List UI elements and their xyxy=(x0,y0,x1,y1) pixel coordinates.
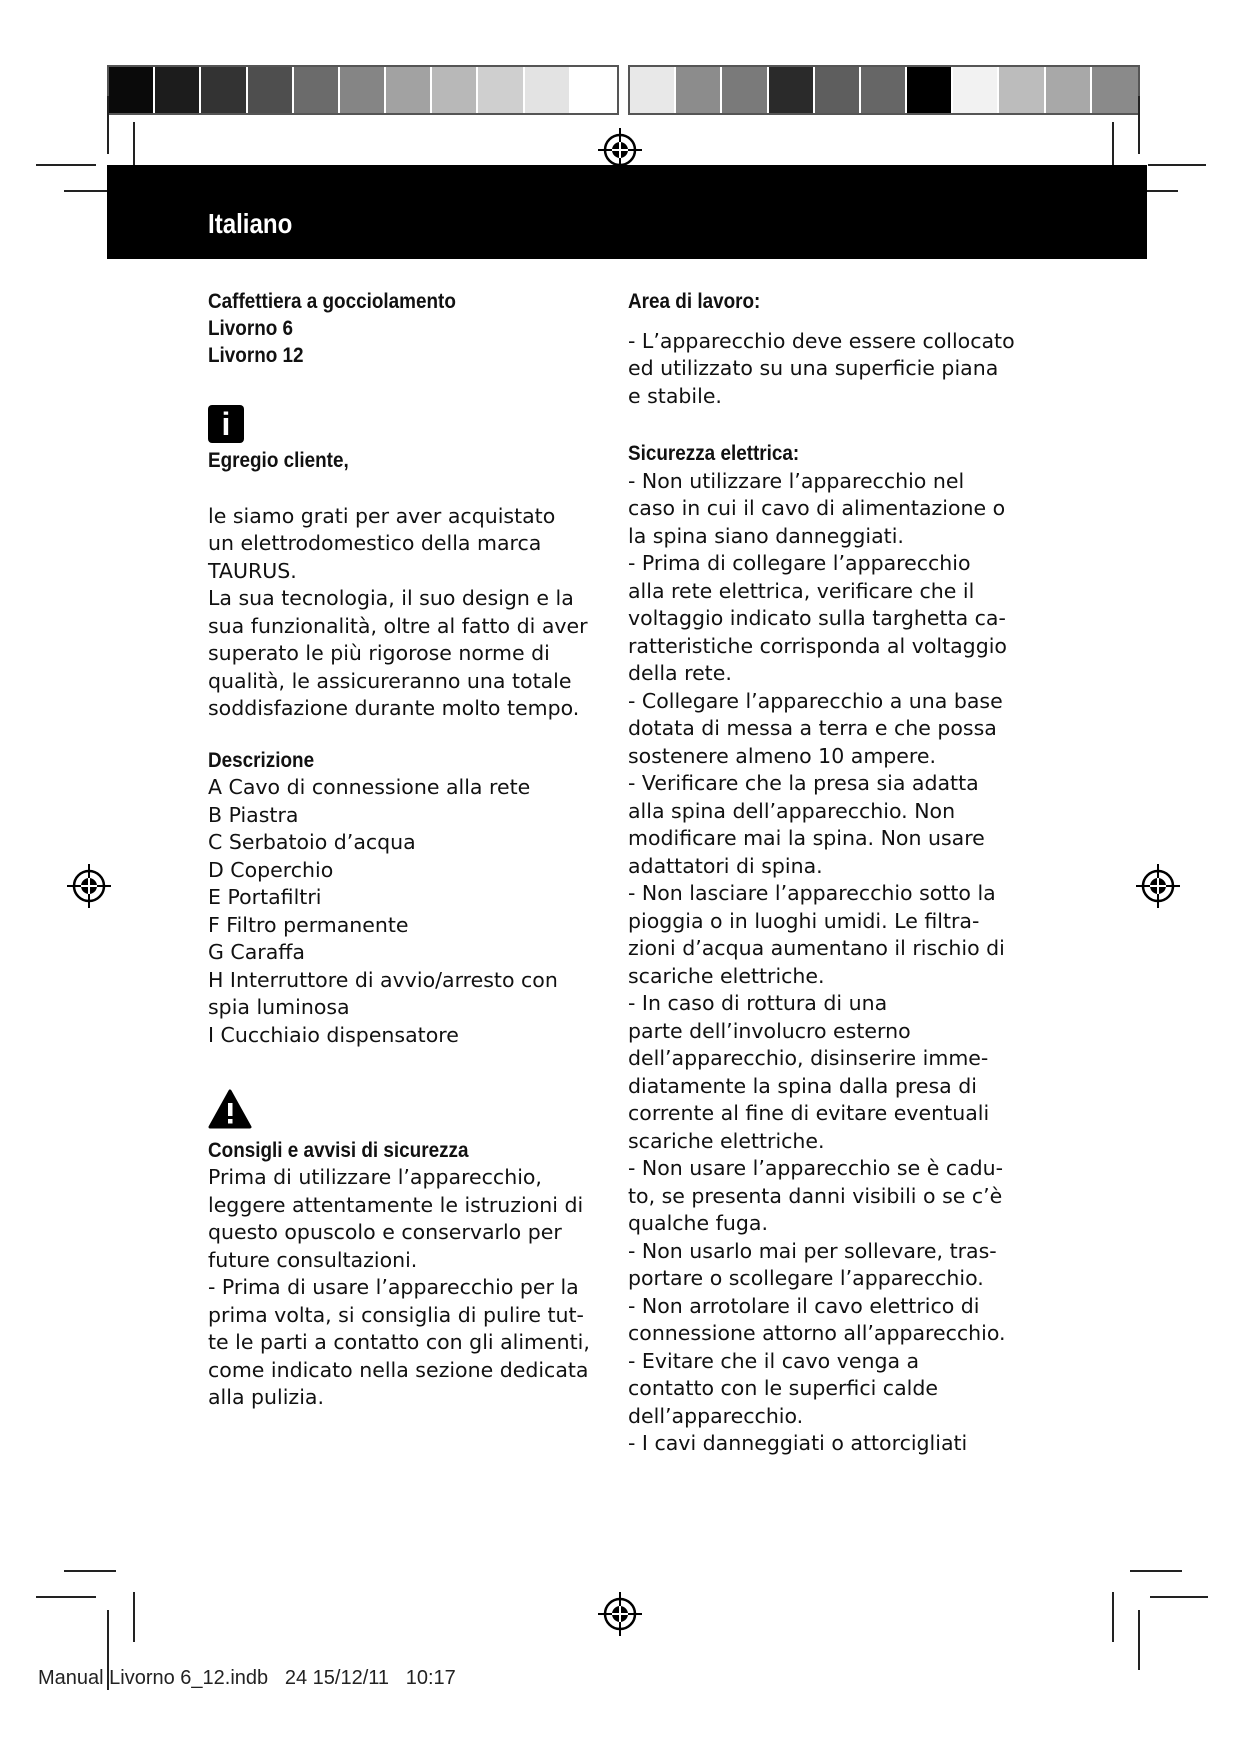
description-item: G Caraffa xyxy=(208,940,305,964)
electrical-line: - Evitare che il cavo venga a xyxy=(628,1348,920,1373)
electrical-line: portare o scollegare l’apparecchio. xyxy=(628,1266,984,1290)
color-swatch xyxy=(1092,67,1138,113)
safety-title: Consigli e avvisi di sicurezza xyxy=(208,1138,469,1162)
work-area-text xyxy=(628,328,1028,411)
electrical-line: voltaggio indicato sulla targhetta ca- xyxy=(628,606,1006,630)
description-list xyxy=(208,774,608,1049)
work-area-line: - L’apparecchio deve essere collocato xyxy=(628,328,1015,353)
description-item: D Coperchio xyxy=(208,857,334,882)
work-area-line: ed utilizzato su una superficie piana xyxy=(628,356,999,380)
info-icon: i xyxy=(208,405,244,443)
electrical-line: alla rete elettrica, verificare che il xyxy=(628,578,975,603)
intro-line: sua funzionalità, oltre al fatto di aver xyxy=(208,613,588,638)
work-area-title: Area di lavoro: xyxy=(628,290,761,313)
electrical-line: parte dell’involucro esterno xyxy=(628,1018,911,1043)
left-column xyxy=(208,288,608,1412)
electrical-line: - In caso di rottura di una xyxy=(628,991,888,1015)
electrical-text xyxy=(628,468,1028,1458)
safety-line: prima volta, si consiglia di pulire tut- xyxy=(208,1302,584,1327)
description-item: F Filtro permanente xyxy=(208,912,409,937)
description-item: B Piastra xyxy=(208,802,299,827)
product-title xyxy=(208,288,608,369)
color-swatch xyxy=(676,67,722,113)
color-swatch xyxy=(525,67,571,113)
color-swatch xyxy=(1046,67,1092,113)
electrical-line: scariche elettriche. xyxy=(628,1128,825,1153)
color-swatch xyxy=(769,67,815,113)
right-column xyxy=(628,288,1028,1458)
color-swatch xyxy=(248,67,294,113)
footer-slug xyxy=(38,1667,456,1690)
intro-line: soddisfazione durante molto tempo. xyxy=(208,696,580,720)
electrical-line: caso in cui il cavo di alimentazione o xyxy=(628,496,1006,520)
color-swatch xyxy=(155,67,201,113)
color-swatch xyxy=(815,67,861,113)
color-swatch xyxy=(907,67,953,113)
electrical-line: alla spina dell’apparecchio. Non xyxy=(628,798,956,823)
product-line: Caffettiera a gocciolamento xyxy=(208,290,456,313)
description-item: I Cucchiaio dispensatore xyxy=(208,1022,459,1047)
footer-date: 15/12/11 xyxy=(312,1667,390,1689)
electrical-title: Sicurezza elettrica: xyxy=(628,442,800,465)
electrical-line: - Verificare che la presa sia adatta xyxy=(628,771,979,795)
electrical-line: to, se presenta danni visibili o se c’è xyxy=(628,1183,1003,1208)
safety-line: Prima di utilizzare l’apparecchio, xyxy=(208,1165,542,1189)
electrical-line: ratteristiche corrisponda al voltaggio xyxy=(628,633,1007,658)
description-item: A Cavo di connessione alla rete xyxy=(208,775,531,799)
footer-page: 24 xyxy=(284,1667,308,1689)
greeting: Egregio cliente, xyxy=(208,449,349,472)
language-title: Italiano xyxy=(208,208,293,239)
color-swatch xyxy=(571,67,617,113)
electrical-line: - Prima di collegare l’apparecchio xyxy=(628,551,971,575)
safety-line: - Prima di usare l’apparecchio per la xyxy=(208,1275,579,1299)
electrical-line: modificare mai la spina. Non usare xyxy=(628,826,985,850)
electrical-line: - Non usarlo mai per sollevare, tras- xyxy=(628,1238,997,1263)
color-swatch xyxy=(294,67,340,113)
intro-text xyxy=(208,503,608,723)
safety-line: te le parti a contatto con gli alimenti, xyxy=(208,1330,590,1354)
electrical-line: dotata di messa a terra e che possa xyxy=(628,716,997,740)
electrical-line: - Non utilizzare l’apparecchio nel xyxy=(628,468,965,493)
intro-line: qualità, le assicureranno una totale xyxy=(208,668,572,693)
electrical-line: - Non usare l’apparecchio se è cadu- xyxy=(628,1156,1004,1180)
electrical-line: - Non lasciare l’apparecchio sotto la xyxy=(628,881,996,905)
intro-line: La sua tecnologia, il suo design e la xyxy=(208,586,574,610)
intro-line: TAURUS. xyxy=(208,558,297,583)
electrical-line: la spina siano danneggiati. xyxy=(628,523,904,548)
color-swatch xyxy=(478,67,524,113)
safety-text xyxy=(208,1164,608,1412)
electrical-line: contatto con le superfici calde xyxy=(628,1376,938,1400)
color-swatch xyxy=(999,67,1045,113)
electrical-line: - I cavi danneggiati o attorcigliati xyxy=(628,1431,968,1455)
electrical-line: sostenere almeno 10 ampere. xyxy=(628,743,937,768)
description-item: E Portafiltri xyxy=(208,885,322,909)
description-title: Descrizione xyxy=(208,748,315,772)
registration-mark-bottom xyxy=(598,1592,642,1636)
warning-icon xyxy=(208,1089,252,1129)
safety-line: questo opuscolo e conservarlo per xyxy=(208,1220,562,1244)
color-swatch xyxy=(386,67,432,113)
safety-line: alla pulizia. xyxy=(208,1385,324,1409)
color-bar-right xyxy=(628,65,1140,115)
color-swatch xyxy=(722,67,768,113)
safety-line: come indicato nella sezione dedicata xyxy=(208,1357,589,1382)
electrical-line: diatamente la spina dalla presa di xyxy=(628,1073,977,1098)
registration-mark-left xyxy=(67,864,111,908)
electrical-line: - Non arrotolare il cavo elettrico di xyxy=(628,1293,980,1318)
electrical-line: qualche fuga. xyxy=(628,1211,768,1235)
registration-mark-right xyxy=(1136,864,1180,908)
electrical-line: corrente al fine di evitare eventuali xyxy=(628,1101,990,1125)
electrical-line: pioggia o in luoghi umidi. Le filtra- xyxy=(628,908,980,933)
intro-line: un elettrodomestico della marca xyxy=(208,531,542,555)
color-swatch xyxy=(109,67,155,113)
color-swatch xyxy=(953,67,999,113)
description-item: C Serbatoio d’acqua xyxy=(208,830,416,854)
intro-line: le siamo grati per aver acquistato xyxy=(208,503,556,528)
electrical-line: della rete. xyxy=(628,661,732,685)
electrical-line: zioni d’acqua aumentano il rischio di xyxy=(628,936,1005,960)
footer-file: Manual Livorno 6_12.indb xyxy=(38,1667,269,1689)
intro-line: superato le più rigorose norme di xyxy=(208,641,550,665)
safety-line: leggere attentamente le istruzioni di xyxy=(208,1192,584,1217)
color-bar-left xyxy=(107,65,619,115)
electrical-line: adattatori di spina. xyxy=(628,853,823,878)
electrical-line: connessione attorno all’apparecchio. xyxy=(628,1321,1006,1345)
description-item: spia luminosa xyxy=(208,995,350,1019)
color-swatch xyxy=(201,67,247,113)
description-item: H Interruttore di avvio/arresto con xyxy=(208,967,558,992)
electrical-line: - Collegare l’apparecchio a una base xyxy=(628,688,1003,713)
work-area-line: e stabile. xyxy=(628,383,722,408)
electrical-line: scariche elettriche. xyxy=(628,963,825,988)
product-line: Livorno 6 xyxy=(208,317,294,340)
footer-time: 10:17 xyxy=(405,1667,456,1689)
color-swatch xyxy=(340,67,386,113)
electrical-line: dell’apparecchio, disinserire imme- xyxy=(628,1046,989,1070)
color-swatch xyxy=(630,67,676,113)
color-swatch xyxy=(861,67,907,113)
electrical-line: dell’apparecchio. xyxy=(628,1403,804,1428)
safety-line: future consultazioni. xyxy=(208,1247,418,1272)
color-swatch xyxy=(432,67,478,113)
product-line: Livorno 12 xyxy=(208,344,304,367)
